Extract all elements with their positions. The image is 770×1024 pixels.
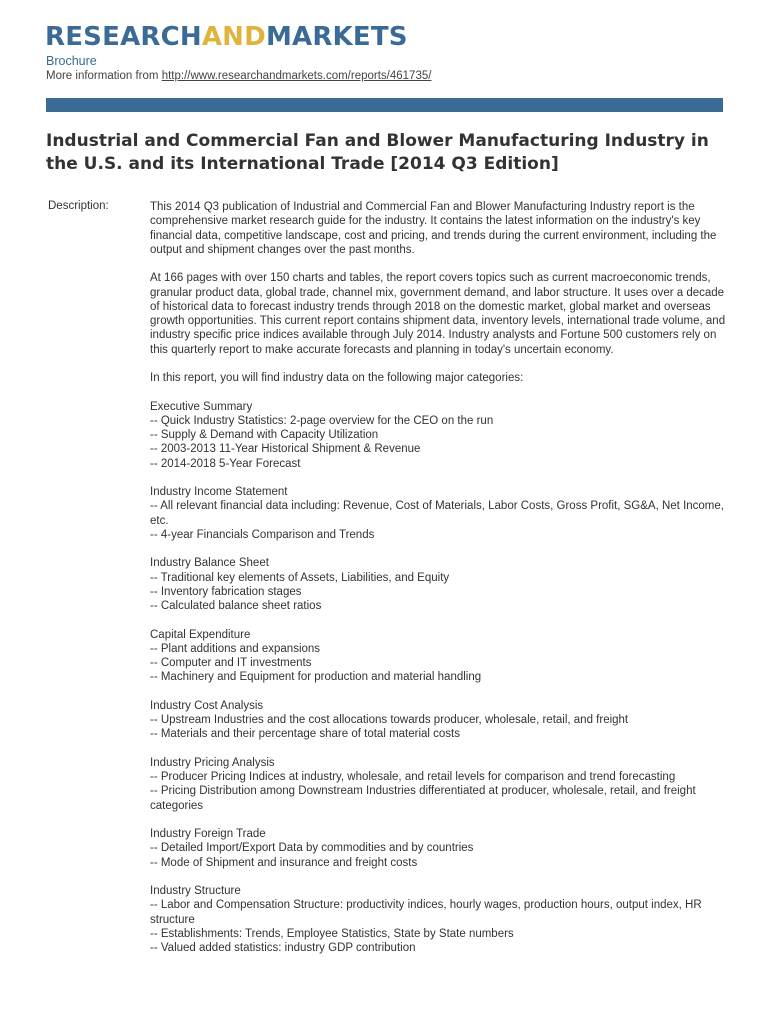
- report-link[interactable]: http://www.researchandmarkets.com/reports/461735/: [161, 70, 432, 82]
- category-item: -- Supply & Demand with Capacity Utilization: [150, 429, 379, 441]
- brochure-label: Brochure: [46, 54, 97, 68]
- category-item: -- Valued added statistics: industry GDP contribution: [150, 942, 416, 954]
- category-item: -- Quick Industry Statistics: 2-page overview for the CEO on the run: [150, 414, 494, 427]
- category-section: [150, 884, 728, 955]
- category-item: -- 4-year Financials Comparison and Trends: [150, 528, 375, 541]
- more-info-line: [46, 70, 431, 82]
- category-section: [150, 756, 728, 813]
- category-heading: Industry Cost Analysis: [150, 699, 264, 712]
- category-heading: Industry Structure: [150, 885, 241, 897]
- description-paragraphs: [150, 200, 728, 385]
- logo-word-research: RESEARCH: [45, 22, 202, 52]
- category-item: -- 2014-2018 5-Year Forecast: [150, 457, 301, 470]
- category-heading: Industry Income Statement: [150, 486, 288, 498]
- category-item: -- Mode of Shipment and insurance and freight costs: [150, 856, 418, 869]
- category-heading: Capital Expenditure: [150, 628, 251, 641]
- category-item: -- Producer Pricing Indices at industry, wholesale, and retail levels for comparison and trend forecasting: [150, 771, 676, 783]
- description-label: Description:: [48, 200, 109, 212]
- category-section: [150, 556, 728, 613]
- category-section: [150, 827, 728, 870]
- category-heading: Industry Balance Sheet: [150, 557, 269, 570]
- category-item: -- Detailed Import/Export Data by commodities and by countries: [150, 842, 474, 855]
- category-item: -- Plant additions and expansions: [150, 642, 321, 655]
- logo-word-and: AND: [201, 22, 266, 52]
- category-item: -- Labor and Compensation Structure: productivity indices, hourly wages, production hours, output index, HR structure: [150, 899, 702, 926]
- report-title: Industrial and Commercial Fan and Blower Manufacturing Industry in the U.S. and its International Trade [2014 Q3 Edition]: [46, 131, 709, 174]
- category-section: [150, 485, 728, 542]
- description-content: [150, 200, 728, 970]
- researchandmarkets-logo: [45, 22, 408, 52]
- category-heading: Industry Pricing Analysis: [150, 756, 275, 769]
- description-paragraph: In this report, you will find industry data on the following major categories:: [150, 372, 524, 384]
- category-section: [150, 400, 728, 471]
- category-item: -- All relevant financial data including: Revenue, Cost of Materials, Labor Costs, Gross Profit, SG&A, Net Income, etc.: [150, 500, 724, 527]
- category-item: -- Traditional key elements of Assets, Liabilities, and Equity: [150, 571, 450, 584]
- more-info-prefix: More information from: [46, 70, 162, 82]
- category-section: [150, 628, 728, 685]
- category-item: -- Machinery and Equipment for production and material handling: [150, 671, 482, 684]
- category-heading: Industry Foreign Trade: [150, 828, 266, 840]
- category-item: -- Calculated balance sheet ratios: [150, 600, 322, 612]
- header-divider-bar: [46, 98, 723, 112]
- category-section: [150, 699, 728, 742]
- category-item: -- Establishments: Trends, Employee Statistics, State by State numbers: [150, 927, 514, 940]
- description-paragraph: At 166 pages with over 150 charts and tables, the report covers topics such as current macroeconomic trends, granular product data, global trade, channel mix, government demand, and labor structure. It uses over a decade of historical data to forecast industry trends through 2018 on the domestic market, global market and overseas growth opportunities. This current report contains shipment data, inventory levels, international trade volume, and industry specific price indices available through July 2014. Industry analysts and Fortune 500 customers rely on this quarterly report to make accurate forecasts and planning in today's uncertain economy.: [150, 272, 726, 356]
- category-item: -- Computer and IT investments: [150, 657, 312, 669]
- category-item: -- Materials and their percentage share of total material costs: [150, 728, 461, 741]
- category-sections: [150, 400, 728, 956]
- category-item: -- Inventory fabrication stages: [150, 585, 302, 598]
- category-item: -- Upstream Industries and the cost allocations towards producer, wholesale, retail, and freight: [150, 714, 629, 726]
- description-paragraph: This 2014 Q3 publication of Industrial and Commercial Fan and Blower Manufacturing Industry report is the comprehensive market research guide for the industry. It contains the latest information on the industry's key financial data, competitive landscape, cost and pricing, and trends during the current environment, including the output and shipment changes over the past months.: [150, 201, 717, 256]
- category-heading: Executive Summary: [150, 400, 253, 413]
- logo-word-markets: MARKETS: [265, 22, 408, 52]
- category-item: -- Pricing Distribution among Downstream Industries differentiated at producer, wholesale, retail, and freight categories: [150, 785, 696, 812]
- category-item: -- 2003-2013 11-Year Historical Shipment & Revenue: [150, 443, 421, 456]
